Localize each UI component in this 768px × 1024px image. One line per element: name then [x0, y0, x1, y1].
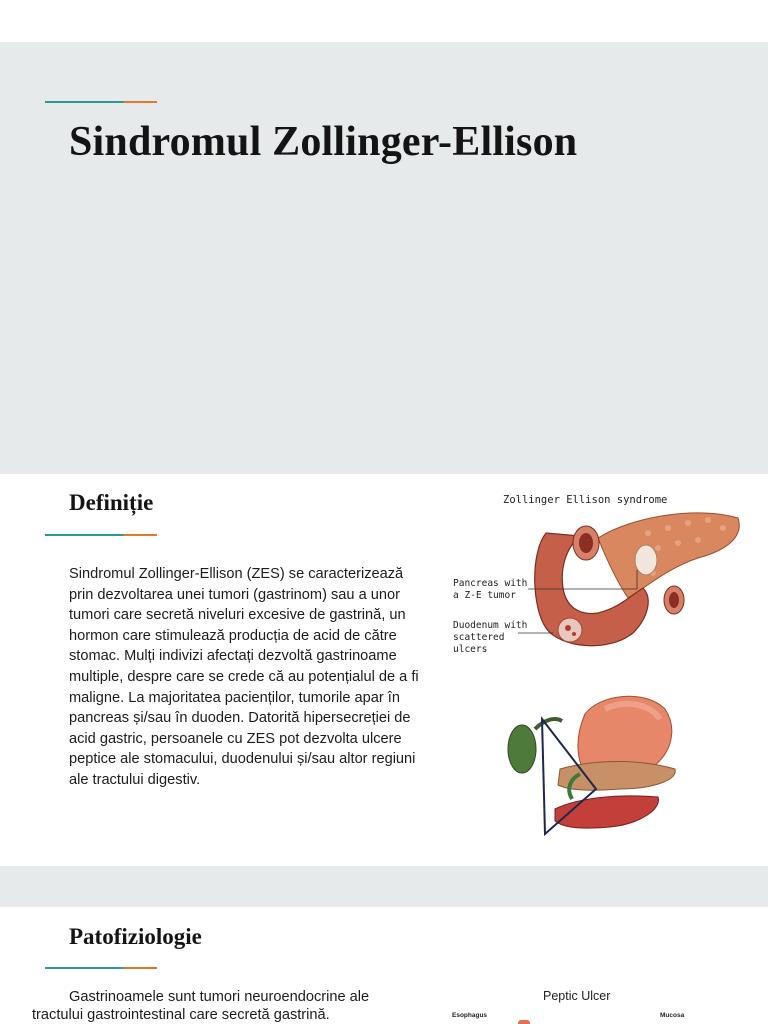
- figure-caption: Zollinger Ellison syndrome: [503, 494, 668, 506]
- slide-gap: [0, 866, 768, 907]
- duodenum-label-line3: ulcers: [453, 644, 488, 655]
- zes-diagram-figure: [448, 488, 748, 668]
- title-slide: [0, 42, 768, 474]
- pathophysiology-slide: [0, 907, 768, 1024]
- definition-heading: Definiție: [69, 490, 154, 515]
- gallbladder-illustration: [508, 725, 536, 773]
- esophagus-illustration: [518, 1020, 530, 1024]
- esophagus-label: Esophagus: [452, 1012, 488, 1019]
- tumor-illustration: [635, 545, 657, 575]
- duodenum-label-line1: Duodenum with: [453, 620, 528, 631]
- stomach-gallbladder-illustration: [500, 689, 685, 849]
- mucosa-label: Mucosa: [660, 1012, 685, 1019]
- accent-line: [45, 101, 157, 103]
- definition-paragraph: Sindromul Zollinger-Ellison (ZES) se caracterizează prin dezvoltarea unei tumori (gastrinom) sau a unor tumori care secretă niveluri excesive de gastrină, un hormon care stimulează producția de acid de către stomac. Mulți indivizi afectați dezvoltă gastrinoame multiple, despre care se crede că au potențialul de a fi maligne. La majoritatea pacienților, tumorile apar în pancreas și/sau în duoden. Datorită hipersecreției de acid gastric, persoanele cu ZES pot dezvolta ulcere peptice ale stomacului, duodenului și/sau altor regiuni ale tractului digestiv.: [69, 566, 419, 788]
- peptic-ulcer-figure: [448, 987, 708, 1024]
- accent-line: [45, 534, 157, 536]
- page-title: Sindromul Zollinger-Ellison: [69, 119, 578, 165]
- pathophysiology-paragraph: Gastrinoamele sunt tumori neuroendocrine ale tractului gastrointestinal care secretă gastrină.: [32, 989, 370, 1023]
- pathophysiology-heading: Patofiziologie: [69, 924, 202, 949]
- pancreas-label-line2: a Z-E tumor: [453, 590, 516, 601]
- peptic-ulcer-title: Peptic Ulcer: [543, 989, 611, 1003]
- duodenum-label-line2: scattered: [453, 632, 505, 643]
- definition-slide: [0, 474, 768, 866]
- accent-line: [45, 967, 157, 969]
- pancreas-label-line1: Pancreas with: [453, 578, 528, 589]
